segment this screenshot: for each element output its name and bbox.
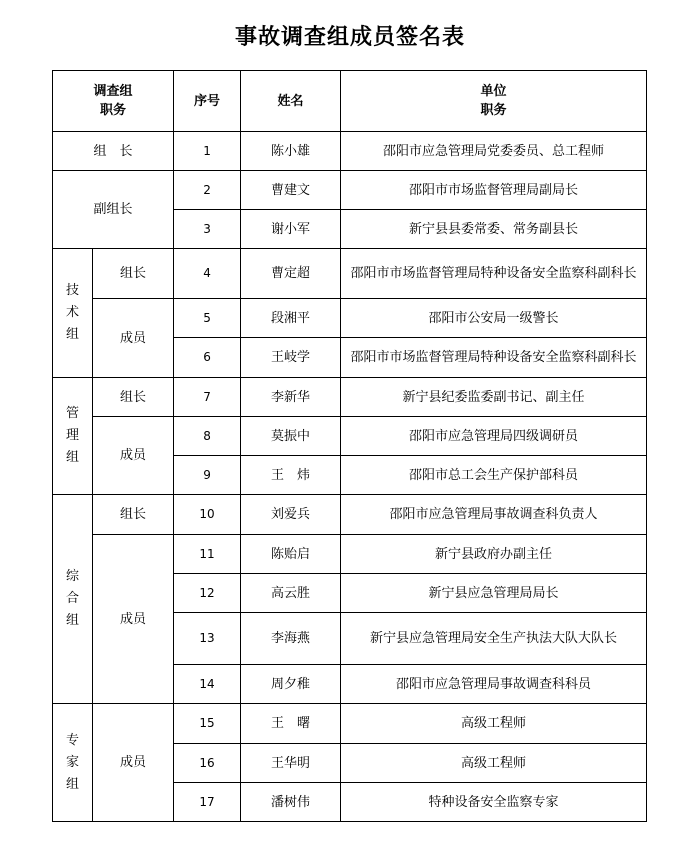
unit-cell: 新宁县纪委监委副书记、副主任: [341, 378, 647, 417]
unit-cell: 新宁县应急管理局局长: [341, 574, 647, 613]
seq-cell: 4: [174, 249, 241, 299]
seq-cell: 7: [174, 378, 241, 417]
name-cell: 谢小军: [241, 210, 341, 249]
seq-cell: 12: [174, 574, 241, 613]
header-row: [53, 71, 647, 132]
role-member: 成员: [93, 535, 174, 704]
seq-cell: 13: [174, 613, 241, 665]
unit-cell: 邵阳市应急管理局四级调研员: [341, 417, 647, 456]
unit-cell: 特种设备安全监察专家: [341, 783, 647, 822]
table-row: [53, 249, 647, 299]
name-cell: 曹定超: [241, 249, 341, 299]
name-cell: 李海燕: [241, 613, 341, 665]
role-member: 成员: [93, 417, 174, 495]
unit-cell: 新宁县县委常委、常务副县长: [341, 210, 647, 249]
unit-cell: 新宁县政府办副主任: [341, 535, 647, 574]
unit-cell: 邵阳市应急管理局党委委员、总工程师: [341, 132, 647, 171]
member-signature-table: [52, 70, 647, 822]
name-cell: 刘爱兵: [241, 495, 341, 535]
name-cell: 高云胜: [241, 574, 341, 613]
unit-cell: 邵阳市应急管理局事故调查科科员: [341, 665, 647, 704]
table-row: [53, 704, 647, 744]
table-row: [53, 535, 647, 574]
role-sub-leader: 组长: [93, 249, 174, 299]
seq-cell: 14: [174, 665, 241, 704]
unit-cell: 高级工程师: [341, 744, 647, 783]
unit-cell: 邵阳市市场监督管理局特种设备安全监察科副科长: [341, 338, 647, 378]
unit-cell: 邵阳市公安局一级警长: [341, 299, 647, 338]
table-row: [53, 378, 647, 417]
name-cell: 陈贻启: [241, 535, 341, 574]
unit-cell: 新宁县应急管理局安全生产执法大队大队长: [341, 613, 647, 665]
name-cell: 莫振中: [241, 417, 341, 456]
seq-cell: 15: [174, 704, 241, 744]
name-cell: 王岐学: [241, 338, 341, 378]
seq-cell: 1: [174, 132, 241, 171]
unit-cell: 邵阳市市场监督管理局副局长: [341, 171, 647, 210]
header-seq: 序号: [174, 71, 241, 132]
name-cell: 曹建文: [241, 171, 341, 210]
seq-cell: 3: [174, 210, 241, 249]
unit-cell: 邵阳市市场监督管理局特种设备安全监察科副科长: [341, 249, 647, 299]
unit-cell: 高级工程师: [341, 704, 647, 744]
group-expert: 专家组: [53, 704, 93, 822]
seq-cell: 9: [174, 456, 241, 495]
name-cell: 周夕稚: [241, 665, 341, 704]
unit-cell: 邵阳市总工会生产保护部科员: [341, 456, 647, 495]
group-comp: 综合组: [53, 495, 93, 704]
page-title: 事故调查组成员签名表: [234, 25, 465, 50]
header-name: 姓名: [241, 71, 341, 132]
seq-cell: 6: [174, 338, 241, 378]
table-row: [53, 132, 647, 171]
name-cell: 段湘平: [241, 299, 341, 338]
seq-cell: 8: [174, 417, 241, 456]
role-sub-leader: 组长: [93, 495, 174, 535]
unit-cell: 邵阳市应急管理局事故调查科负责人: [341, 495, 647, 535]
role-member: 成员: [93, 299, 174, 378]
name-cell: 王 炜: [241, 456, 341, 495]
table-row: [53, 171, 647, 210]
header-role: 调查组 职务: [53, 71, 174, 132]
name-cell: 潘树伟: [241, 783, 341, 822]
seq-cell: 5: [174, 299, 241, 338]
name-cell: 王 曙: [241, 704, 341, 744]
seq-cell: 2: [174, 171, 241, 210]
table-row: [53, 417, 647, 456]
name-cell: 李新华: [241, 378, 341, 417]
group-mgmt: 管理组: [53, 378, 93, 495]
group-tech: 技术组: [53, 249, 93, 378]
table-row: [53, 299, 647, 338]
role-leader: 组 长: [53, 132, 174, 171]
seq-cell: 17: [174, 783, 241, 822]
seq-cell: 10: [174, 495, 241, 535]
seq-cell: 16: [174, 744, 241, 783]
name-cell: 王华明: [241, 744, 341, 783]
header-unit: 单位 职务: [341, 71, 647, 132]
role-deputy: 副组长: [53, 171, 174, 249]
role-sub-leader: 组长: [93, 378, 174, 417]
seq-cell: 11: [174, 535, 241, 574]
table-row: [53, 495, 647, 535]
name-cell: 陈小雄: [241, 132, 341, 171]
role-member: 成员: [93, 704, 174, 822]
